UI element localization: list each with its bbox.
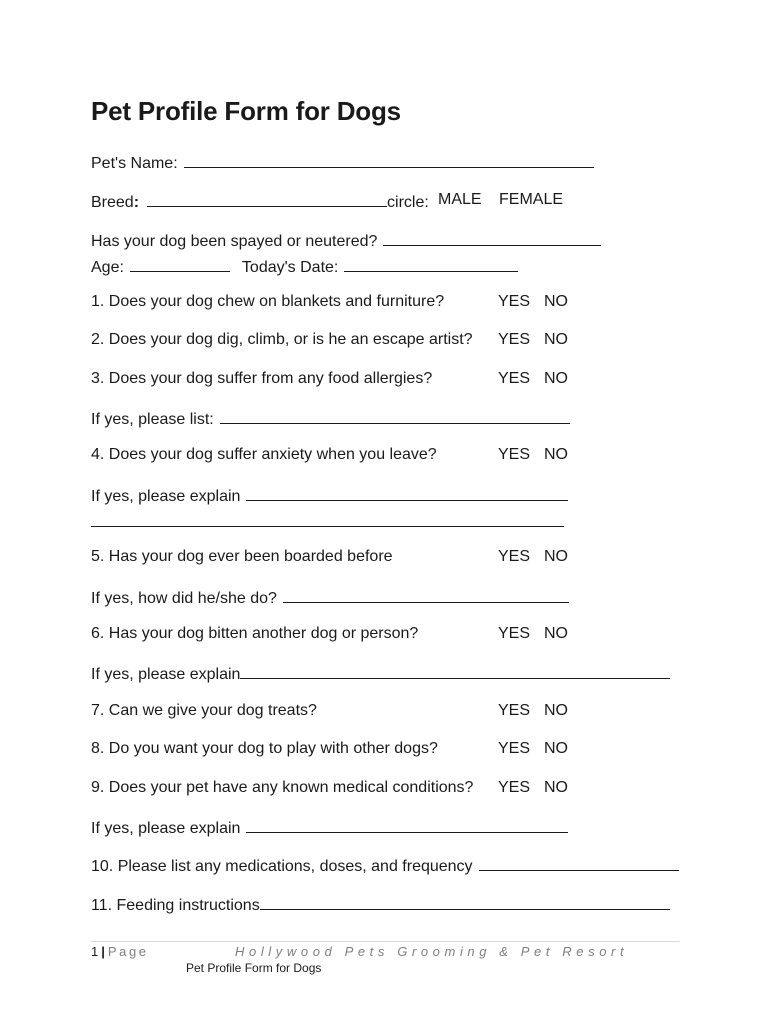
age-label: Age: [91, 259, 124, 276]
question-11: 11. Feeding instructions [91, 897, 260, 914]
q3-followup-label: If yes, please list: [91, 411, 214, 428]
footer-divider [91, 941, 679, 942]
question-5: 5. Has your dog ever been boarded before [91, 548, 393, 565]
q11-field[interactable] [260, 893, 670, 910]
q4-no-option[interactable]: NO [544, 446, 568, 463]
question-2: 2. Does your dog dig, climb, or is he an escape artist? [91, 331, 473, 348]
pets-name-label: Pet's Name: [91, 155, 178, 172]
q4-followup-field[interactable] [246, 484, 568, 501]
question-8: 8. Do you want your dog to play with other dogs? [91, 740, 438, 757]
pets-name-field[interactable] [184, 151, 594, 168]
page-number: 1 [91, 944, 99, 959]
q2-yes-option[interactable]: YES [498, 331, 531, 348]
todays-date-label: Today's Date: [241, 259, 339, 276]
footer-page-number [91, 944, 149, 959]
q9-followup-row [91, 816, 568, 839]
spayed-label: Has your dog been spayed or neutered? [91, 233, 378, 250]
q3-followup-row [91, 407, 570, 430]
q3-yes-option[interactable]: YES [498, 370, 531, 387]
question-6: 6. Has your dog bitten another dog or person? [91, 625, 419, 642]
age-date-row [91, 255, 518, 278]
question-9: 9. Does your pet have any known medical conditions? [91, 779, 474, 796]
q5-followup-row [91, 586, 569, 609]
q8-no-option[interactable]: NO [544, 740, 568, 757]
q6-yes-option[interactable]: YES [498, 625, 531, 642]
circle-label: circle: [387, 194, 429, 211]
question-7: 7. Can we give your dog treats? [91, 702, 317, 719]
gender-option-male[interactable]: MALE [438, 191, 482, 208]
q7-yes-option[interactable]: YES [498, 702, 531, 719]
pets-name-row [91, 151, 594, 174]
question-10: 10. Please list any medications, doses, and frequency [91, 858, 473, 875]
spayed-field[interactable] [383, 229, 601, 246]
breed-label: Breed [91, 194, 134, 211]
q3-no-option[interactable]: NO [544, 370, 568, 387]
q5-no-option[interactable]: NO [544, 548, 568, 565]
q4-followup-row [91, 484, 568, 507]
breed-row [91, 190, 429, 213]
gender-option-female[interactable]: FEMALE [499, 191, 564, 208]
q7-no-option[interactable]: NO [544, 702, 568, 719]
q9-followup-field[interactable] [246, 816, 568, 833]
q1-no-option[interactable]: NO [544, 293, 568, 310]
q4-followup-label: If yes, please explain [91, 488, 241, 505]
q3-followup-field[interactable] [220, 407, 570, 424]
q5-followup-label: If yes, how did he/she do? [91, 590, 277, 607]
spayed-row [91, 229, 601, 252]
q9-followup-label: If yes, please explain [91, 820, 241, 837]
q9-no-option[interactable]: NO [544, 779, 568, 796]
question-10-row [91, 854, 679, 877]
age-field[interactable] [130, 255, 230, 272]
footer-subtitle: Pet Profile Form for Dogs [186, 961, 322, 975]
q9-yes-option[interactable]: YES [498, 779, 531, 796]
q10-field[interactable] [479, 854, 679, 871]
q1-yes-option[interactable]: YES [498, 293, 531, 310]
todays-date-field[interactable] [344, 255, 518, 272]
q6-followup-field[interactable] [240, 662, 670, 679]
q5-followup-field[interactable] [283, 586, 569, 603]
q5-yes-option[interactable]: YES [498, 548, 531, 565]
page-separator: | [101, 944, 105, 959]
footer-company-name: Hollywood Pets Grooming & Pet Resort [235, 944, 629, 959]
page-title: Pet Profile Form for Dogs [91, 96, 401, 126]
q6-no-option[interactable]: NO [544, 625, 568, 642]
question-4: 4. Does your dog suffer anxiety when you leave? [91, 446, 437, 463]
page-word: Page [107, 944, 149, 959]
q6-followup-row [91, 662, 670, 685]
question-11-row [91, 893, 670, 916]
breed-colon: : [133, 194, 140, 211]
q6-followup-label: If yes, please explain [91, 666, 241, 683]
q4-followup-extra-line[interactable] [91, 526, 564, 527]
breed-field[interactable] [147, 190, 387, 207]
q2-no-option[interactable]: NO [544, 331, 568, 348]
question-1: 1. Does your dog chew on blankets and furniture? [91, 293, 445, 310]
question-3: 3. Does your dog suffer from any food allergies? [91, 370, 433, 387]
q8-yes-option[interactable]: YES [498, 740, 531, 757]
q4-yes-option[interactable]: YES [498, 446, 531, 463]
